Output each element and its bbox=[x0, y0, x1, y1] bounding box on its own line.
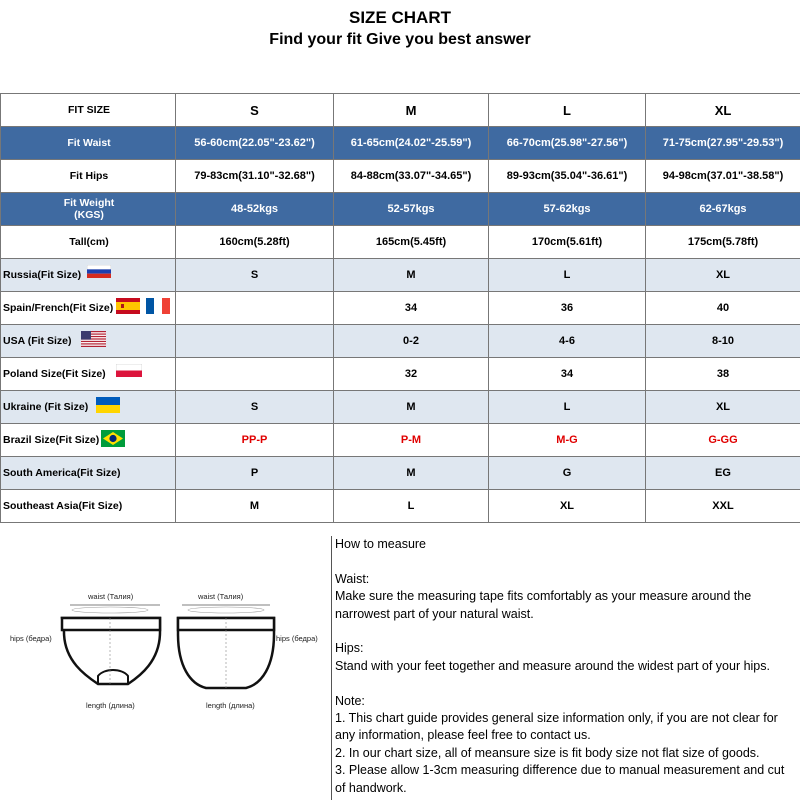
cell-value: M bbox=[176, 490, 334, 523]
cell-value: PP-P bbox=[176, 424, 334, 457]
cell-value: XL bbox=[489, 490, 646, 523]
row-label: South America(Fit Size) bbox=[1, 457, 176, 490]
waist-label-right: waist (Талия) bbox=[197, 592, 244, 601]
cell-value: 0-2 bbox=[334, 325, 489, 358]
row-spain-french bbox=[1, 292, 800, 325]
row-label-cell bbox=[1, 391, 176, 424]
length-label-left: length (длина) bbox=[86, 701, 135, 710]
russia-flag-icon bbox=[87, 265, 111, 278]
brief-front-waistband bbox=[62, 618, 160, 630]
cell-value: 40 bbox=[646, 292, 800, 325]
row-poland bbox=[1, 358, 800, 391]
waist-ellipse-right bbox=[188, 607, 264, 613]
cell-value: P-M bbox=[334, 424, 489, 457]
cell-value: L bbox=[489, 259, 646, 292]
cell-value: EG bbox=[646, 457, 800, 490]
cell-value: L bbox=[334, 490, 489, 523]
cell-value: XXL bbox=[646, 490, 800, 523]
cell-value: S bbox=[176, 259, 334, 292]
row-label: Southeast Asia(Fit Size) bbox=[1, 490, 176, 523]
cell-value: G bbox=[489, 457, 646, 490]
cell-value: 38 bbox=[646, 358, 800, 391]
note-title: Note: bbox=[335, 693, 800, 710]
measure-heading: How to measure bbox=[335, 536, 800, 553]
cell-value: 62-67kgs bbox=[646, 193, 800, 226]
cell-value: 34 bbox=[334, 292, 489, 325]
row-label: Ukraine (Fit Size) bbox=[3, 401, 88, 413]
cell-value: 61-65cm(24.02"-25.59") bbox=[334, 127, 489, 160]
cell-value: 165cm(5.45ft) bbox=[334, 226, 489, 259]
measurement-diagram bbox=[0, 536, 330, 800]
cell-value: 57-62kgs bbox=[489, 193, 646, 226]
row-fit-waist bbox=[1, 127, 800, 160]
row-south-america bbox=[1, 457, 800, 490]
row-label-line2: (KGS) bbox=[74, 209, 104, 221]
how-to-measure-panel bbox=[331, 536, 800, 800]
cell-value: M bbox=[334, 457, 489, 490]
brazil-flag-icon bbox=[101, 430, 125, 447]
row-ukraine bbox=[1, 391, 800, 424]
hips-title: Hips: bbox=[335, 640, 800, 657]
cell-value: 71-75cm(27.95"-29.53") bbox=[646, 127, 800, 160]
cell-value: M bbox=[334, 391, 489, 424]
row-russia bbox=[1, 259, 800, 292]
cell-value: 36 bbox=[489, 292, 646, 325]
hips-label-left: hips (бедра) bbox=[10, 634, 52, 643]
cell-value bbox=[176, 292, 334, 325]
cell-value bbox=[176, 325, 334, 358]
note-2: 2. In our chart size, all of meansure size is fit body size not flat size of goods. bbox=[335, 745, 800, 762]
waist-title: Waist: bbox=[335, 571, 800, 588]
header-fit-size: FIT SIZE bbox=[1, 94, 176, 127]
cell-value: M bbox=[334, 259, 489, 292]
row-label-cell bbox=[1, 259, 176, 292]
row-label: Brazil Size(Fit Size) bbox=[3, 434, 99, 446]
waist-instruction-line2: narrowest part of your natural waist. bbox=[335, 606, 800, 623]
cell-value: 175cm(5.78ft) bbox=[646, 226, 800, 259]
cell-value: M-G bbox=[489, 424, 646, 457]
row-label: Tall(cm) bbox=[1, 226, 176, 259]
table-header-row bbox=[1, 94, 800, 127]
cell-value: 34 bbox=[489, 358, 646, 391]
row-tall bbox=[1, 226, 800, 259]
ukraine-flag-icon bbox=[96, 397, 120, 413]
row-label-cell bbox=[1, 358, 176, 391]
cell-value: 160cm(5.28ft) bbox=[176, 226, 334, 259]
cell-value: 170cm(5.61ft) bbox=[489, 226, 646, 259]
cell-value: 32 bbox=[334, 358, 489, 391]
waist-label-left: waist (Талия) bbox=[87, 592, 134, 601]
length-label-right: length (длина) bbox=[206, 701, 255, 710]
cell-value: P bbox=[176, 457, 334, 490]
cell-value: 52-57kgs bbox=[334, 193, 489, 226]
waist-ellipse-left bbox=[72, 607, 148, 613]
cell-value: G-GG bbox=[646, 424, 800, 457]
header-size-xl: XL bbox=[646, 94, 800, 127]
france-flag-icon bbox=[146, 298, 170, 314]
row-label: Poland Size(Fit Size) bbox=[3, 368, 106, 380]
poland-flag-icon bbox=[116, 364, 142, 377]
row-label: Fit Hips bbox=[1, 160, 176, 193]
row-label-line1: Fit Weight bbox=[64, 197, 115, 209]
row-label: Russia(Fit Size) bbox=[3, 269, 81, 281]
cell-value: 4-6 bbox=[489, 325, 646, 358]
waist-instruction-line1: Make sure the measuring tape fits comfortably as your measure around the bbox=[335, 588, 800, 605]
cell-value: 48-52kgs bbox=[176, 193, 334, 226]
row-label: USA (Fit Size) bbox=[3, 335, 71, 347]
cell-value: 79-83cm(31.10"-32.68") bbox=[176, 160, 334, 193]
note-3-line1: 3. Please allow 1-3cm measuring difference due to manual measurement and cut bbox=[335, 762, 800, 779]
header-size-s: S bbox=[176, 94, 334, 127]
cell-value: 8-10 bbox=[646, 325, 800, 358]
row-label-cell bbox=[1, 325, 176, 358]
row-fit-weight bbox=[1, 193, 800, 226]
chart-subtitle: Find your fit Give you best answer bbox=[0, 31, 800, 49]
row-brazil bbox=[1, 424, 800, 457]
cell-value: L bbox=[489, 391, 646, 424]
cell-value bbox=[176, 358, 334, 391]
row-usa bbox=[1, 325, 800, 358]
cell-value: 94-98cm(37.01"-38.58") bbox=[646, 160, 800, 193]
row-fit-hips bbox=[1, 160, 800, 193]
row-label-cell bbox=[1, 424, 176, 457]
hips-instruction: Stand with your feet together and measure around the widest part of your hips. bbox=[335, 658, 800, 675]
row-label-cell bbox=[1, 292, 176, 325]
cell-value: 66-70cm(25.98"-27.56") bbox=[489, 127, 646, 160]
cell-value: 89-93cm(35.04"-36.61") bbox=[489, 160, 646, 193]
cell-value: XL bbox=[646, 391, 800, 424]
cell-value: 56-60cm(22.05"-23.62") bbox=[176, 127, 334, 160]
chart-title: SIZE CHART bbox=[0, 8, 800, 28]
spain-flag-icon bbox=[116, 298, 140, 314]
row-southeast-asia bbox=[1, 490, 800, 523]
size-chart-table bbox=[0, 93, 800, 523]
hips-label-right: hips (бедра) bbox=[276, 634, 318, 643]
header-size-m: M bbox=[334, 94, 489, 127]
cell-value: 84-88cm(33.07"-34.65") bbox=[334, 160, 489, 193]
note-1-line1: 1. This chart guide provides general size information only, if you are not clear for bbox=[335, 710, 800, 727]
row-label: Fit Waist bbox=[1, 127, 176, 160]
cell-value: S bbox=[176, 391, 334, 424]
note-3-line2: of handwork. bbox=[335, 780, 800, 797]
usa-flag-icon bbox=[81, 331, 106, 347]
cell-value: XL bbox=[646, 259, 800, 292]
header-size-l: L bbox=[489, 94, 646, 127]
row-label bbox=[1, 193, 176, 226]
note-1-line2: any information, please feel free to contact us. bbox=[335, 727, 800, 744]
row-label: Spain/French(Fit Size) bbox=[3, 302, 113, 314]
